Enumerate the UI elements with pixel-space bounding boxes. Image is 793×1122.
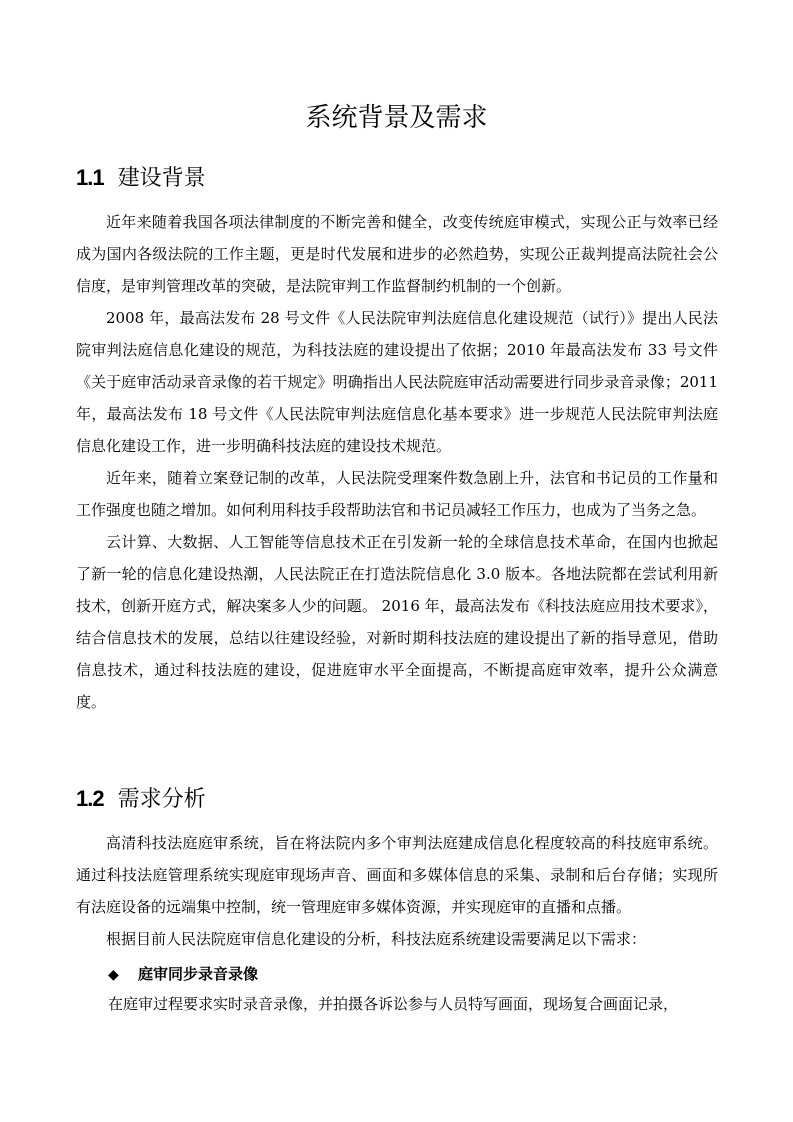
paragraph: 在庭审过程要求实时录音录像，并拍摄各诉讼参与人员特写画面，现场复合画面记录， <box>108 995 679 1013</box>
bullet-body <box>108 988 718 1020</box>
document-title: 系统背景及需求 <box>305 103 488 133</box>
paragraph: 根据目前人民法院庭审信息化建设的分析，科技法庭系统建设需要满足以下需求： <box>106 930 647 948</box>
section-1-2-body <box>76 827 718 955</box>
paragraph: 近年来随着我国各项法律制度的不断完善和健全，改变传统庭审模式，实现公正与效率已经成为国内各级法院的工作主题，更是时代发展和进步的必然趋势，实现公正裁判提高法院社会公信度，是审判管理改革的突破，是法院审判工作监督制约机制的一个创新。 <box>76 213 718 295</box>
section-number: 1.1 <box>76 165 104 190</box>
section-1-1-body <box>76 206 718 718</box>
section-heading-1-2 <box>76 784 206 815</box>
section-heading-1-1 <box>76 163 206 194</box>
paragraph: 近年来，随着立案登记制的改革，人民法院受理案件数急剧上升，法官和书记员的工作量和工作强度也随之增加。如何利用科技手段帮助法官和书记员减轻工作压力，也成为了当务之急。 <box>76 469 718 519</box>
diamond-bullet-icon: ◆ <box>108 967 119 983</box>
paragraph: 云计算、大数据、人工智能等信息技术正在引发新一轮的全球信息技术革命，在国内也掀起了新一轮的信息化建设热潮，人民法院正在打造法院信息化 3.0 版本。各地法院都在尝试利用新技术，创新开庭方式，解决案多人少的问题。 2016 年，最高法发布《科技法庭应用技术要求》，结合信息技术的发展，总结以往建设经验，对新时期科技法庭的建设提出了新的指导意见，借助信息技术，通过科技法庭的建设，促进庭审水平全面提高，不断提高庭审效率，提升公众满意度。 <box>76 533 718 711</box>
bullet-label: 庭审同步录音录像 <box>138 965 259 983</box>
paragraph: 高清科技法庭庭审系统，旨在将法院内多个审判法庭建成信息化程度较高的科技庭审系统。通过科技法庭管理系统实现庭审现场声音、画面和多媒体信息的采集、录制和后台存储；实现所有法庭设备的远端集中控制，统一管理庭审多媒体资源，并实现庭审的直播和点播。 <box>76 834 718 916</box>
section-title: 需求分析 <box>117 787 206 812</box>
section-title: 建设背景 <box>117 166 206 191</box>
bullet-item <box>108 962 258 987</box>
section-number: 1.2 <box>76 786 104 811</box>
paragraph: 2008 年，最高法发布 28 号文件《人民法院审判法庭信息化建设规范（试行）》提出人民法院审判法庭信息化建设的规范，为科技法庭的建设提出了依据；2010 年最高法发布 33 号文件《关于庭审活动录音录像的若干规定》明确指出人民法院庭审活动需要进行同步录音录像；2011 年，最高法发布 18 号文件《人民法院审判法庭信息化基本要求》进一步规范人民法院审判法庭信息化建设工作，进一步明确科技法庭的建设技术规范。 <box>76 309 718 455</box>
